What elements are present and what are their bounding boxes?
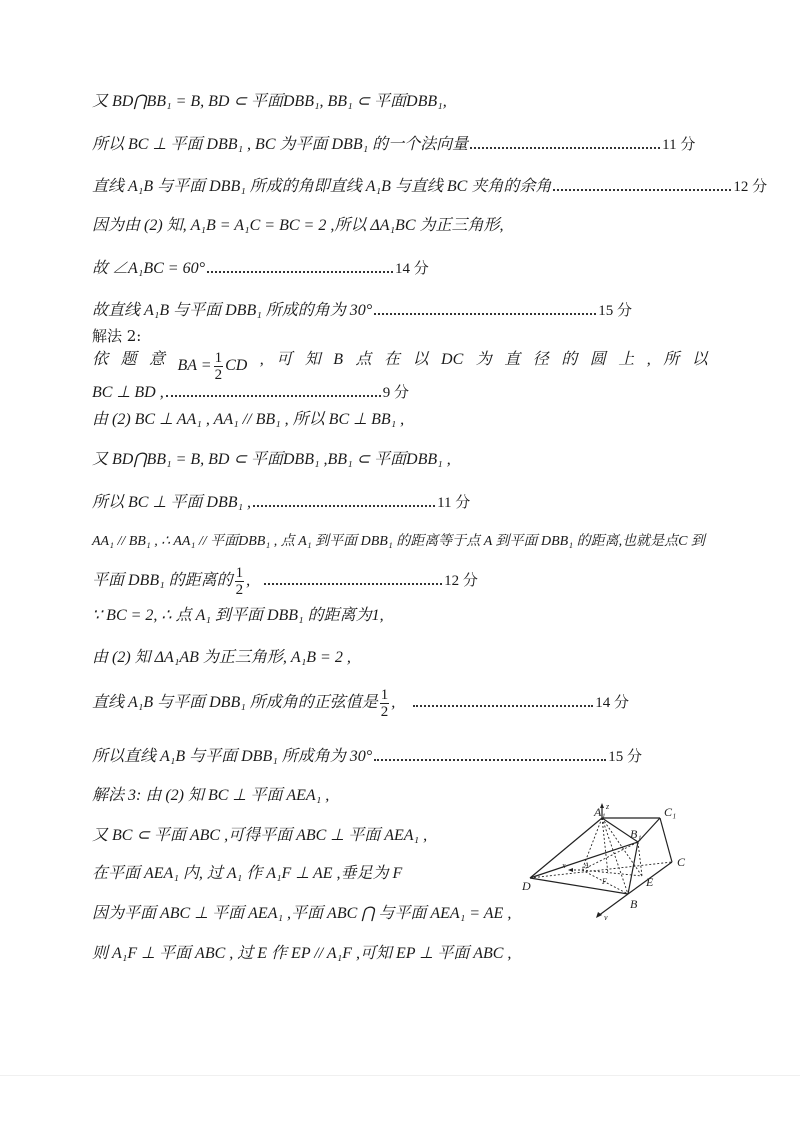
text-content: 故直线 A₁B 与平面 DBB₁ 所成的角为 30° bbox=[92, 302, 373, 319]
fraction bbox=[214, 350, 224, 383]
score: 15 分 bbox=[608, 749, 642, 765]
text-content: , bbox=[246, 572, 251, 589]
edge-C1-C bbox=[660, 818, 672, 862]
leader-dots bbox=[374, 755, 606, 761]
score: 14 分 bbox=[394, 261, 429, 277]
method-heading: 解法 3: 由 (2) 知 BC ⊥ 平面 AEA₁ , bbox=[92, 787, 330, 804]
page-bottom-rule bbox=[0, 1075, 800, 1076]
text-line: 又 BD⋂BB₁ = B, BD ⊂ 平面DBB₁, BB₁ ⊂ 平面DBB₁, bbox=[92, 93, 447, 110]
text-line: 由 (2) 知 ΔA₁AB 为正三角形, A₁B = 2 , bbox=[92, 649, 351, 666]
method-heading: 解法 2: bbox=[92, 327, 142, 345]
label-D: D bbox=[522, 879, 531, 893]
text-line bbox=[92, 350, 708, 383]
score: 15 分 bbox=[598, 303, 632, 319]
text-line: 则 A₁F ⊥ 平面 ABC , 过 E 作 EP // A₁F ,可知 EP ⊥ 平面 ABC , bbox=[92, 945, 512, 962]
equation-lhs: BA = bbox=[177, 357, 212, 375]
text-line: 由 (2) BC ⊥ AA₁ , AA₁ // BB₁ , 所以 BC ⊥ BB₁ , bbox=[92, 411, 405, 428]
text-line bbox=[92, 746, 642, 767]
score: 12 分 bbox=[733, 179, 768, 195]
text-line: 因为平面 ABC ⊥ 平面 AEA₁ ,平面 ABC ⋂ 与平面 AEA₁ = AE , bbox=[92, 905, 512, 922]
char: 点 bbox=[355, 351, 372, 368]
text-line: AA₁ // BB₁ , ∴ AA₁ // 平面DBB₁ , 点 A₁ 到平面 DBB₁ 的距离等于点 A 到平面 DBB₁ 的距离,也就是点C 到 bbox=[92, 534, 705, 549]
edge-D-B1 bbox=[530, 842, 638, 878]
char: 所 bbox=[663, 351, 680, 368]
label-B: B bbox=[630, 897, 638, 911]
text-line bbox=[92, 134, 695, 155]
char: 以 bbox=[412, 351, 429, 368]
char: 上 bbox=[618, 351, 635, 368]
edge-D-A1 bbox=[530, 818, 602, 878]
leader-dots bbox=[207, 267, 393, 273]
leader-dots bbox=[470, 143, 660, 149]
label-B1: B₁ bbox=[630, 827, 642, 841]
label-F: F bbox=[602, 877, 607, 886]
text-line: 在平面 AEA₁ 内, 过 A₁ 作 A₁F ⊥ AE ,垂足为 F bbox=[92, 865, 403, 882]
label-y: y bbox=[604, 913, 608, 920]
char: , bbox=[259, 351, 264, 368]
leader-dots bbox=[374, 309, 596, 315]
label-C1: C₁ bbox=[664, 805, 677, 819]
x-arrow bbox=[568, 868, 573, 872]
text-line bbox=[92, 492, 470, 513]
text-line bbox=[92, 258, 429, 279]
label-A: A bbox=[584, 861, 589, 870]
text-content: 直线 A₁B 与平面 DBB₁ 所成角的正弦值是 bbox=[92, 694, 378, 711]
leader-dots bbox=[413, 701, 593, 707]
justified-line bbox=[92, 350, 708, 383]
fraction bbox=[380, 687, 390, 720]
label-x: x bbox=[562, 861, 566, 870]
char: 圆 bbox=[589, 351, 606, 368]
label-A1: A₁ bbox=[594, 805, 606, 819]
label-C: C bbox=[677, 855, 686, 869]
text-line: 又 BC ⊂ 平面 ABC ,可得平面 ABC ⊥ 平面 AEA₁ , bbox=[92, 827, 428, 844]
equation-rhs: CD bbox=[225, 357, 248, 375]
text-content: 所以 BC ⊥ 平面 DBB₁ , BC 为平面 DBB₁ 的一个法向量 bbox=[92, 136, 469, 153]
fraction-numerator: 1 bbox=[235, 564, 244, 581]
leader-dots bbox=[253, 501, 435, 507]
score: 11 分 bbox=[437, 495, 471, 511]
char: B bbox=[333, 351, 344, 368]
char: 的 bbox=[561, 351, 578, 368]
char: , bbox=[646, 351, 651, 368]
score: 11 分 bbox=[662, 137, 696, 153]
score: 14 分 bbox=[595, 695, 630, 711]
text-line bbox=[92, 562, 478, 599]
text-content: 所以 BC ⊥ 平面 DBB₁ , bbox=[92, 494, 252, 511]
text-content: BC ⊥ BD , bbox=[92, 384, 164, 401]
geometry-figure bbox=[520, 800, 700, 920]
char: 知 bbox=[304, 351, 321, 368]
text-line: ∵ BC = 2, ∴ 点 A₁ 到平面 DBB₁ 的距离为1, bbox=[92, 607, 384, 624]
label-z: z bbox=[606, 802, 610, 811]
fraction-denominator: 2 bbox=[235, 581, 244, 598]
char: 为 bbox=[475, 351, 492, 368]
char: 意 bbox=[149, 351, 166, 368]
text-content: 所以直线 A₁B 与平面 DBB₁ 所成角为 30° bbox=[92, 748, 373, 765]
leader-dots bbox=[553, 185, 731, 191]
text-content: 故 ∠A₁BC = 60° bbox=[92, 260, 205, 277]
prism-diagram bbox=[520, 800, 700, 920]
equation bbox=[178, 350, 248, 383]
text-line bbox=[92, 176, 767, 197]
char: 在 bbox=[384, 351, 401, 368]
leader-dots bbox=[166, 391, 381, 397]
fraction-denominator: 2 bbox=[214, 367, 223, 383]
text-line: 又 BD⋂BB₁ = B, BD ⊂ 平面DBB₁ ,BB₁ ⊂ 平面DBB₁ , bbox=[92, 451, 451, 468]
y-axis bbox=[598, 894, 628, 916]
text-line: 因为由 (2) 知, A₁B = A₁C = BC = 2 ,所以 ΔA₁BC 为正三角形, bbox=[92, 217, 504, 234]
fraction-denominator: 2 bbox=[380, 703, 389, 720]
edge-D-B bbox=[530, 878, 628, 894]
score: 9 分 bbox=[382, 385, 409, 401]
char: 可 bbox=[276, 351, 293, 368]
text-content: 直线 A₁B 与平面 DBB₁ 所成的角即直线 A₁B 与直线 BC 夹角的余角 bbox=[92, 178, 552, 195]
char: 依 bbox=[92, 351, 109, 368]
score: 12 分 bbox=[444, 573, 478, 589]
text-content: 平面 DBB₁ 的距离的 bbox=[92, 572, 233, 589]
edge-A-B1 bbox=[582, 842, 638, 870]
leader-dots bbox=[264, 579, 442, 585]
fraction-numerator: 1 bbox=[214, 350, 223, 366]
char: 直 bbox=[504, 351, 521, 368]
char: 以 bbox=[691, 351, 708, 368]
text-content: , bbox=[391, 694, 396, 711]
text-line bbox=[92, 382, 409, 403]
label-E: E bbox=[646, 875, 654, 889]
fraction bbox=[235, 565, 245, 598]
char: DC bbox=[441, 351, 464, 368]
y-arrow bbox=[596, 912, 602, 918]
text-line bbox=[92, 300, 632, 321]
char: 题 bbox=[120, 351, 137, 368]
char: 径 bbox=[532, 351, 549, 368]
text-line bbox=[92, 684, 629, 721]
fraction-numerator: 1 bbox=[380, 686, 389, 703]
